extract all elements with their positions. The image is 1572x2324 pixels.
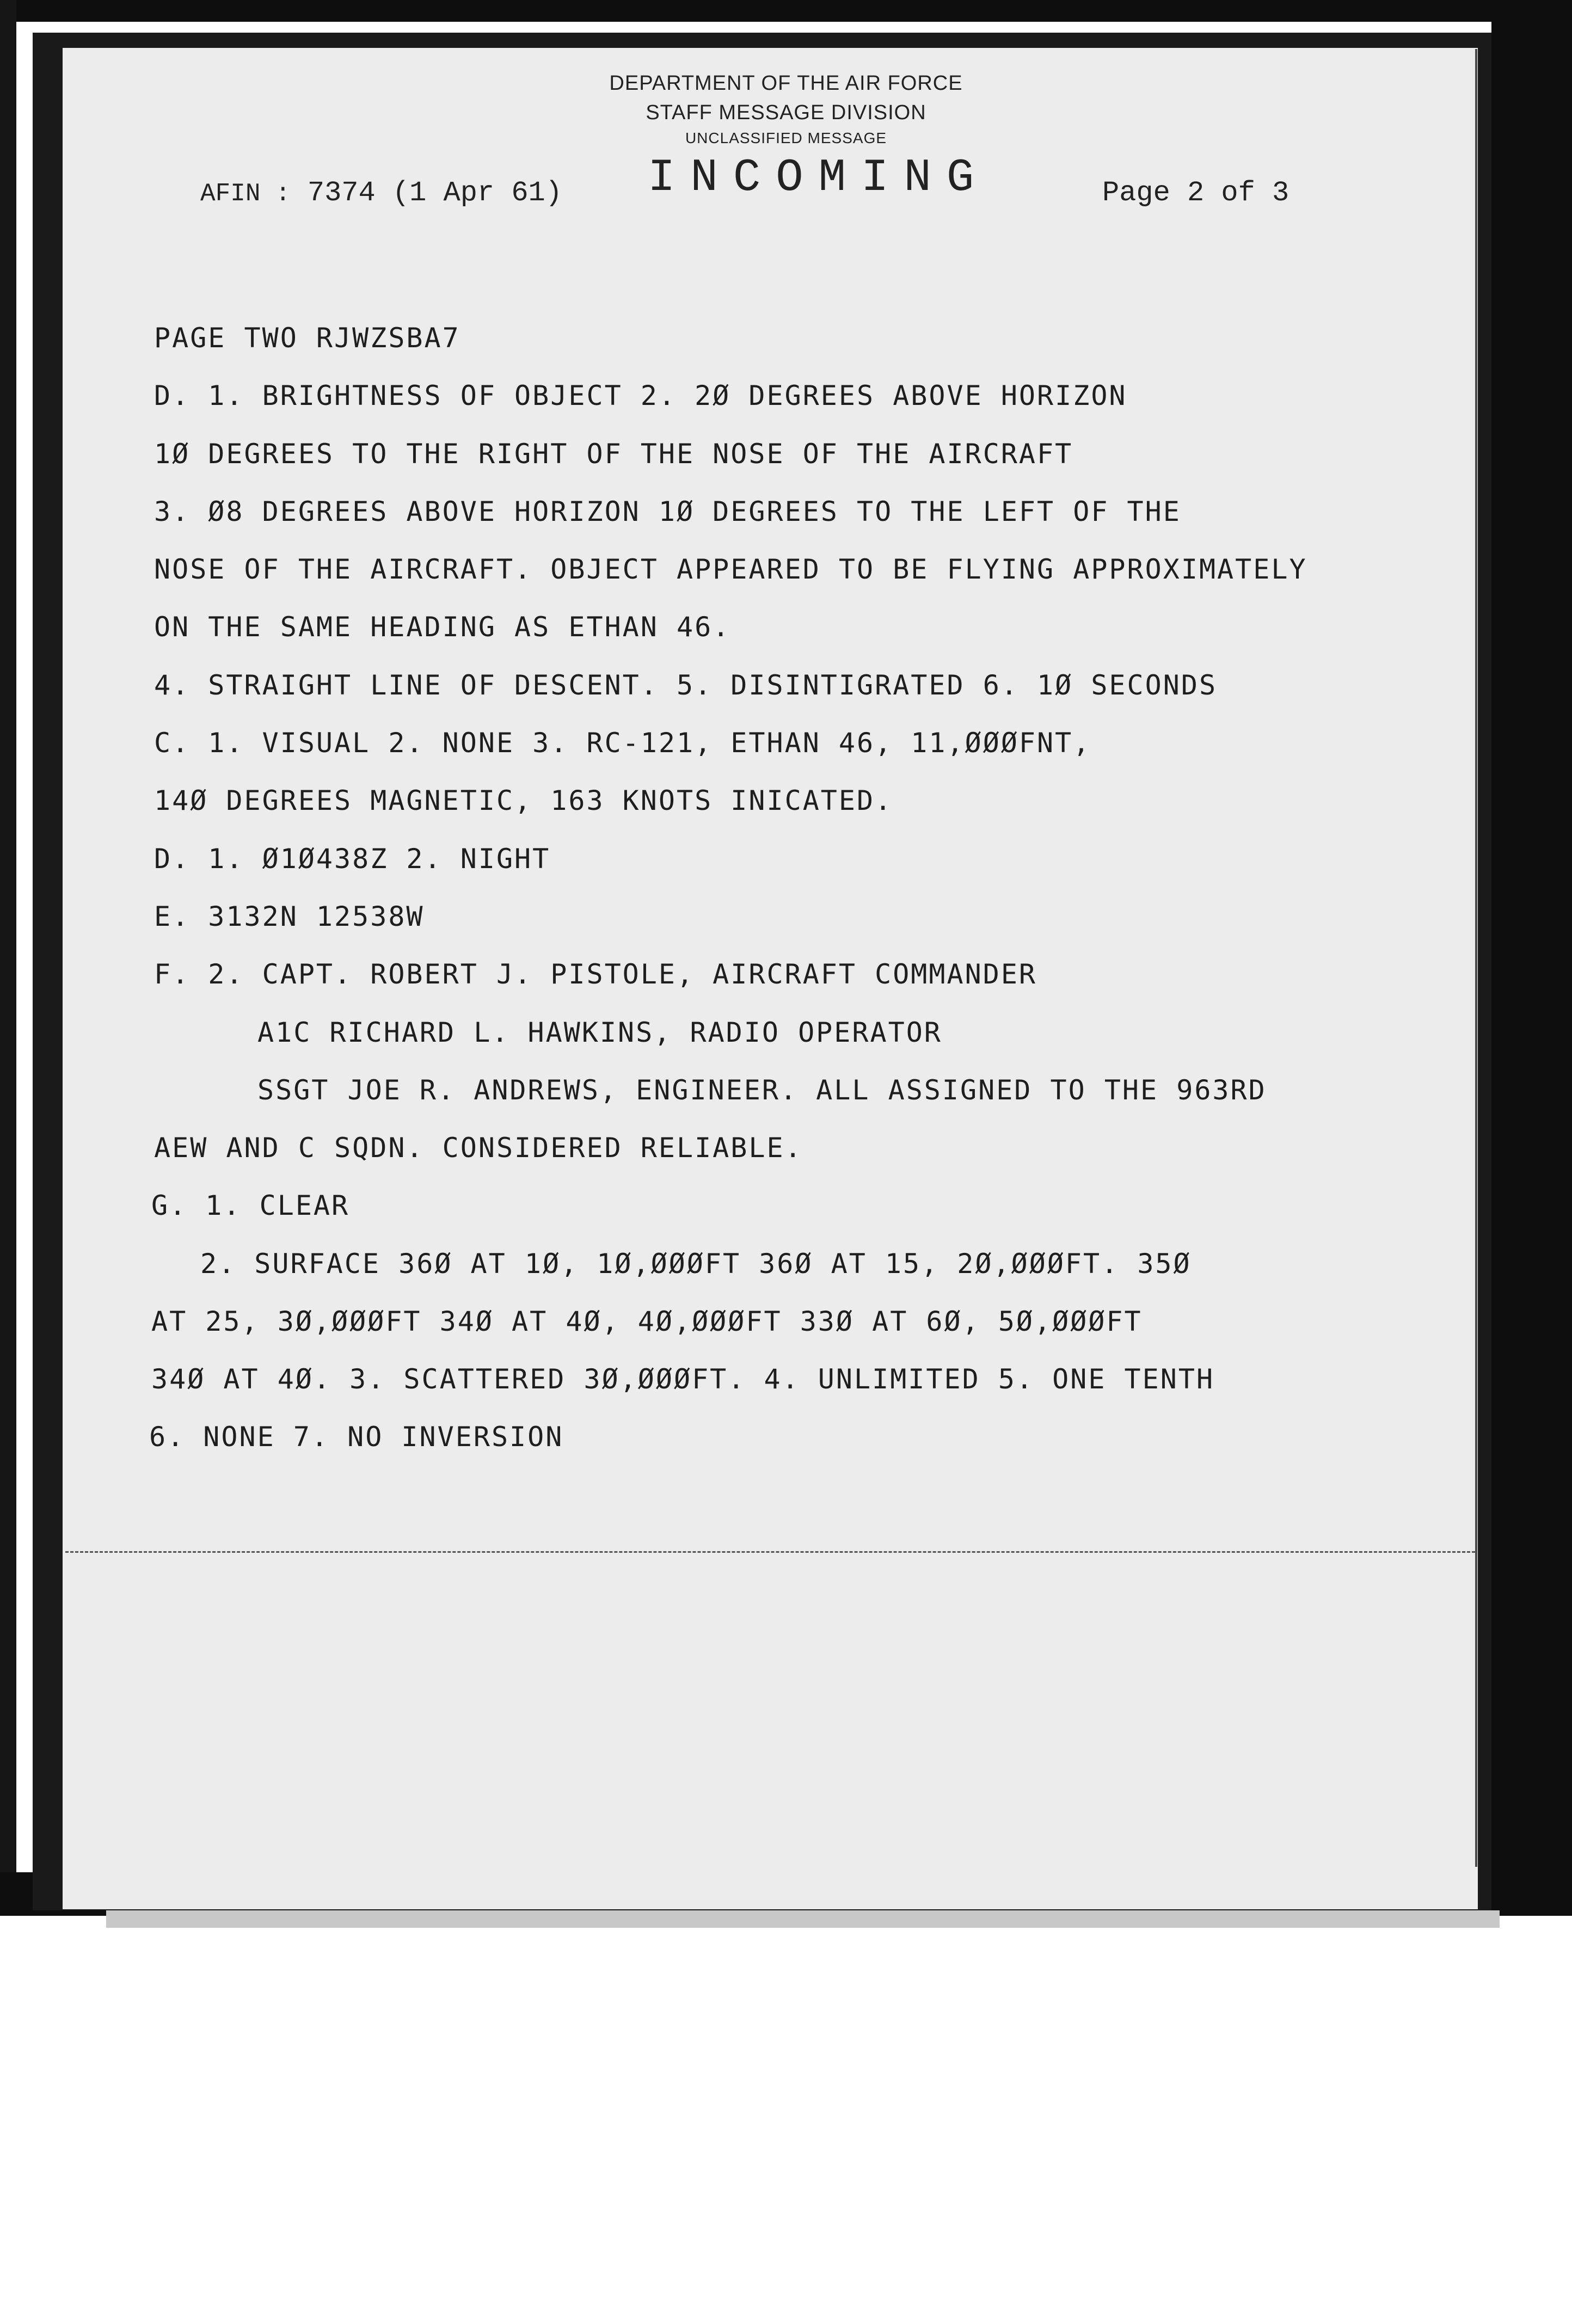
- body-line: AT 25, 3Ø,ØØØFT 34Ø AT 4Ø, 4Ø,ØØØFT 33Ø AT 6Ø, 5Ø,ØØØFT: [151, 1306, 1143, 1337]
- body-line: NOSE OF THE AIRCRAFT. OBJECT APPEARED TO BE FLYING APPROXIMATELY: [154, 554, 1307, 585]
- body-line: C. 1. VISUAL 2. NONE 3. RC-121, ETHAN 46, 11,ØØØFNT,: [154, 727, 1091, 759]
- body-line: F. 2. CAPT. ROBERT J. PISTOLE, AIRCRAFT COMMANDER: [154, 958, 1037, 990]
- message-type-heading: INCOMING: [648, 152, 990, 204]
- department-heading: DEPARTMENT OF THE AIR FORCE: [609, 72, 963, 95]
- body-line: AEW AND C SQDN. CONSIDERED RELIABLE.: [154, 1132, 803, 1164]
- body-line: 34Ø AT 4Ø. 3. SCATTERED 3Ø,ØØØFT. 4. UNLIMITED 5. ONE TENTH: [151, 1363, 1215, 1395]
- afin-label: AFIN :: [200, 180, 291, 208]
- body-line: 4. STRAIGHT LINE OF DESCENT. 5. DISINTIGRATED 6. 1Ø SECONDS: [154, 669, 1218, 701]
- body-line: A1C RICHARD L. HAWKINS, RADIO OPERATOR: [257, 1017, 942, 1048]
- scan-strip: [106, 1910, 1500, 1928]
- film-border-top: [0, 0, 1572, 22]
- body-line: D. 1. Ø1Ø438Z 2. NIGHT: [154, 843, 551, 875]
- division-heading: STAFF MESSAGE DIVISION: [646, 101, 926, 124]
- body-line: 14Ø DEGREES MAGNETIC, 163 KNOTS INICATED.: [154, 785, 893, 816]
- body-line: SSGT JOE R. ANDREWS, ENGINEER. ALL ASSIGNED TO THE 963RD: [257, 1074, 1267, 1106]
- page-right-rule: [1475, 49, 1477, 1867]
- body-line: ON THE SAME HEADING AS ETHAN 46.: [154, 611, 731, 643]
- body-line: 3. Ø8 DEGREES ABOVE HORIZON 1Ø DEGREES TO THE LEFT OF THE: [154, 496, 1181, 527]
- afin-reference: [200, 177, 562, 209]
- body-line: PAGE TWO RJWZSBA7: [154, 322, 460, 354]
- afin-value: 7374 (1 Apr 61): [307, 177, 562, 209]
- body-line: 6. NONE 7. NO INVERSION: [149, 1421, 564, 1453]
- body-line: D. 1. BRIGHTNESS OF OBJECT 2. 2Ø DEGREES ABOVE HORIZON: [154, 380, 1127, 411]
- page-divider: [65, 1551, 1475, 1553]
- page-number: Page 2 of 3: [1102, 177, 1289, 209]
- classification-heading: UNCLASSIFIED MESSAGE: [685, 130, 887, 146]
- body-line: G. 1. CLEAR: [151, 1190, 350, 1221]
- film-border-right: [1491, 0, 1572, 1916]
- body-line: E. 3132N 12538W: [154, 901, 425, 932]
- body-line: 2. SURFACE 36Ø AT 1Ø, 1Ø,ØØØFT 36Ø AT 15, 2Ø,ØØØFT. 35Ø: [200, 1248, 1192, 1280]
- film-border-left: [0, 0, 16, 1916]
- body-line: 1Ø DEGREES TO THE RIGHT OF THE NOSE OF THE AIRCRAFT: [154, 438, 1073, 470]
